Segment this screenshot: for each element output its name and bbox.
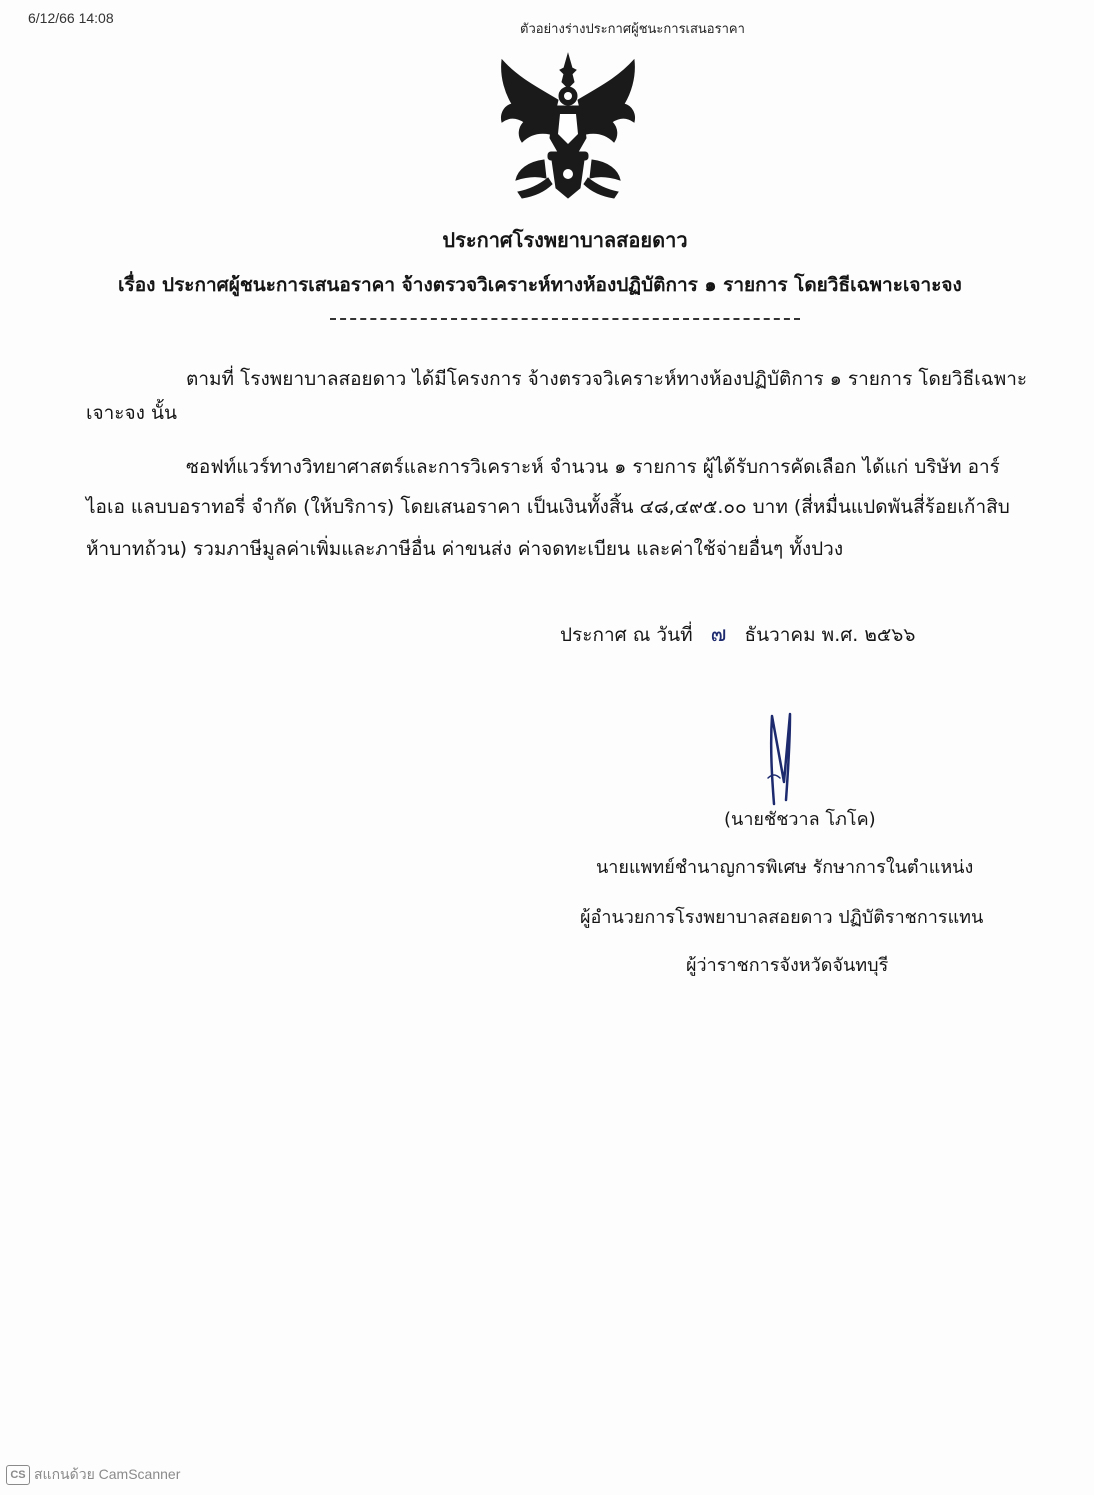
divider <box>330 318 800 320</box>
signatory-name: (นายชัชวาล โภโค) <box>724 809 876 830</box>
document-subject: เรื่อง ประกาศผู้ชนะการเสนอราคา จ้างตรวจวิเคราะห์ทางห้องปฏิบัติการ ๑ รายการ โดยวิธีเฉพาะเจาะจง <box>118 274 962 296</box>
paragraph-1-line-2: เจาะจง นั้น <box>86 402 177 424</box>
date-suffix: ธันวาคม พ.ศ. ๒๕๖๖ <box>744 624 916 646</box>
header-note: ตัวอย่างร่างประกาศผู้ชนะการเสนอราคา <box>520 22 745 37</box>
camscanner-watermark <box>6 1464 180 1486</box>
print-timestamp: 6/12/66 14:08 <box>28 10 114 26</box>
camscanner-text: สแกนด้วย CamScanner <box>34 1466 181 1482</box>
date-day-handwritten: ๗ <box>710 622 727 646</box>
handwritten-signature <box>750 708 810 808</box>
document-title: ประกาศโรงพยาบาลสอยดาว <box>442 228 688 252</box>
signatory-position-line-3: ผู้ว่าราชการจังหวัดจันทบุรี <box>686 955 889 976</box>
date-prefix: ประกาศ ณ วันที่ <box>560 624 693 646</box>
paragraph-1-line-1: ตามที่ โรงพยาบาลสอยดาว ได้มีโครงการ จ้างตรวจวิเคราะห์ทางห้องปฏิบัติการ ๑ รายการ โดยวิธีเฉพาะ <box>186 368 1028 390</box>
announcement-date <box>560 618 915 651</box>
signatory-position-line-1: นายแพทย์ชำนาญการพิเศษ รักษาการในตำแหน่ง <box>596 857 974 878</box>
camscanner-logo-icon: CS <box>6 1465 30 1485</box>
paragraph-2-line-3: ห้าบาทถ้วน) รวมภาษีมูลค่าเพิ่มและภาษีอื่น ค่าขนส่ง ค่าจดทะเบียน และค่าใช้จ่ายอื่นๆ ทั้งปวง <box>86 538 844 560</box>
paragraph-2-line-2: ไอเอ แลบบอราทอรี่ จำกัด (ให้บริการ) โดยเสนอราคา เป็นเงินทั้งสิ้น ๔๘,๔๙๕.๐๐ บาท (สี่หมื่นแปดพันสี่ร้อยเก้าสิบ <box>86 496 1010 518</box>
garuda-emblem-icon <box>488 48 648 208</box>
paragraph-2-line-1: ซอฟท์แวร์ทางวิทยาศาสตร์และการวิเคราะห์ จำนวน ๑ รายการ ผู้ได้รับการคัดเลือก ได้แก่ บริษัท อาร์ <box>186 456 1000 478</box>
signatory-position-line-2: ผู้อำนวยการโรงพยาบาลสอยดาว ปฏิบัติราชการแทน <box>580 907 984 928</box>
